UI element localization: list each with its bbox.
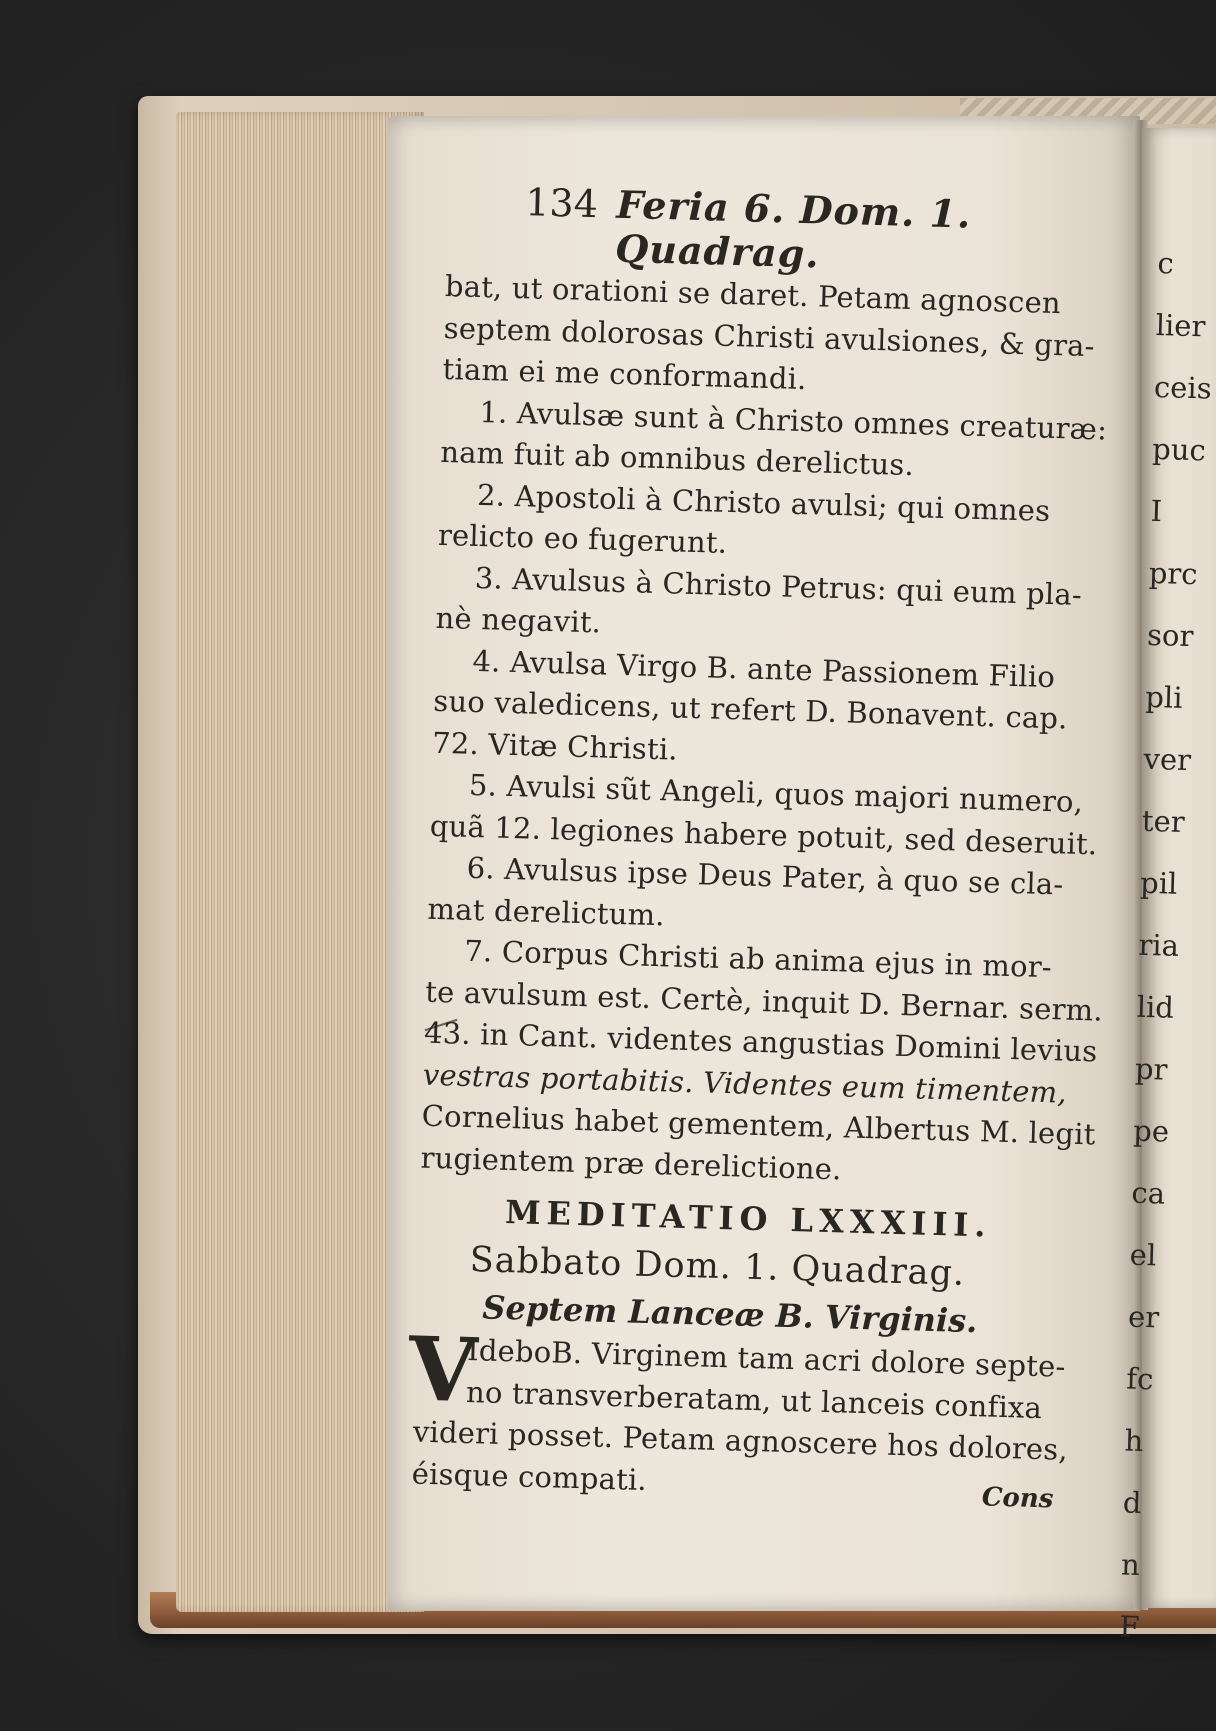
meditation-subtitle: Sabbato Dom. 1. Quadrag.: [469, 1240, 966, 1294]
fragment: fc: [1125, 1361, 1154, 1397]
text-line: relicto eo fugerunt.: [437, 517, 728, 560]
text-line: 2. Apostoli à Christo avulsi; qui omnes: [476, 477, 1051, 528]
text-line: tiam ei me conformandi.: [442, 351, 808, 397]
drop-cap: V: [407, 1316, 479, 1423]
fragment: lier: [1155, 307, 1206, 344]
fragment: ver: [1143, 741, 1192, 778]
fragment: pil: [1139, 865, 1178, 901]
page-block-edge: [176, 112, 424, 1612]
text-line: Cornelius habet gementem, Albertus M. legit: [421, 1098, 1096, 1152]
text-line: vestras portabitis. Videntes eum timentem,: [422, 1057, 1068, 1110]
text-line: bat, ut orationi se daret. Petam agnoscen: [444, 268, 1062, 321]
fragment: pr: [1134, 1051, 1168, 1087]
catchword: Cons: [981, 1482, 1054, 1515]
fragment: d: [1122, 1485, 1142, 1521]
running-head: Feria 6. Dom. 1. Quadrag.: [614, 181, 972, 277]
text-line: mat derelictum.: [427, 891, 666, 932]
text-line: videri posset. Petam agnoscere hos dolores,: [412, 1414, 1069, 1467]
text-line: 43. in Cant. videntes angustias Domini levius: [423, 1015, 1098, 1069]
text-line: nè negavit.: [435, 600, 602, 640]
fragment: F: [1118, 1609, 1141, 1645]
text-line: nam fuit ab omnibus derelictus.: [439, 434, 915, 483]
page-text: [407, 178, 1120, 1515]
meditation-body: [407, 1316, 1087, 1514]
fragment: c: [1157, 246, 1175, 281]
meditation-title: MEDITATIO LXXXIII.: [504, 1193, 992, 1245]
fragment: h: [1124, 1423, 1144, 1459]
fragment: lid: [1136, 989, 1175, 1025]
fragment: el: [1129, 1237, 1157, 1273]
fragment: pli: [1144, 679, 1183, 715]
page-number: 134: [524, 180, 599, 227]
text-line: IdeboB. Virginem tam acri dolore septe-: [466, 1333, 1067, 1384]
fragment: ceis: [1153, 369, 1213, 406]
fragment: ter: [1141, 803, 1186, 839]
text-line: 72. Vitæ Christi.: [431, 725, 679, 767]
text-line: septem dolorosas Christi avulsiones, & gra-: [443, 310, 1096, 363]
text-line: te avulsum est. Certè, inquit D. Bernar. serm.: [424, 974, 1104, 1028]
text-line: 3. Avulsus à Christo Petrus: qui eum pla-: [474, 560, 1083, 612]
text-line: 5. Avulsi sũt Angeli, quos majori numero,: [468, 767, 1084, 819]
fragment: pe: [1132, 1113, 1170, 1149]
fragment: ca: [1131, 1175, 1166, 1211]
fragment: prc: [1148, 555, 1198, 592]
page-header: [524, 180, 1120, 285]
text-line: 4. Avulsa Virgo B. ante Passionem Filio: [472, 643, 1056, 694]
fragment: puc: [1151, 431, 1207, 468]
fragment: sor: [1146, 617, 1194, 654]
text-line: éisque compati.: [411, 1456, 648, 1497]
fragment: I: [1150, 493, 1163, 529]
text-line: 1. Avulsæ sunt à Christo omnes creaturæ:: [479, 394, 1108, 446]
text-line: 7. Corpus Christi ab anima ejus in mor-: [463, 933, 1053, 985]
text-line: no transverberatam, ut lanceis confixa: [465, 1374, 1043, 1425]
fragment: n: [1120, 1547, 1141, 1583]
fragment: ria: [1138, 927, 1180, 963]
fragment: er: [1127, 1299, 1160, 1335]
text-line: 6. Avulsus ipse Deus Pater, à quo se cla-: [466, 850, 1064, 902]
text-line: quã 12. legiones habere potuit, sed deseruit.: [429, 808, 1098, 861]
text-line: rugientem præ derelictione.: [420, 1140, 843, 1186]
meditation-heading: Septem Lanceæ B. Virginis.: [481, 1288, 978, 1341]
text-line: suo valedicens, ut refert D. Bonavent. cap.: [432, 683, 1069, 736]
